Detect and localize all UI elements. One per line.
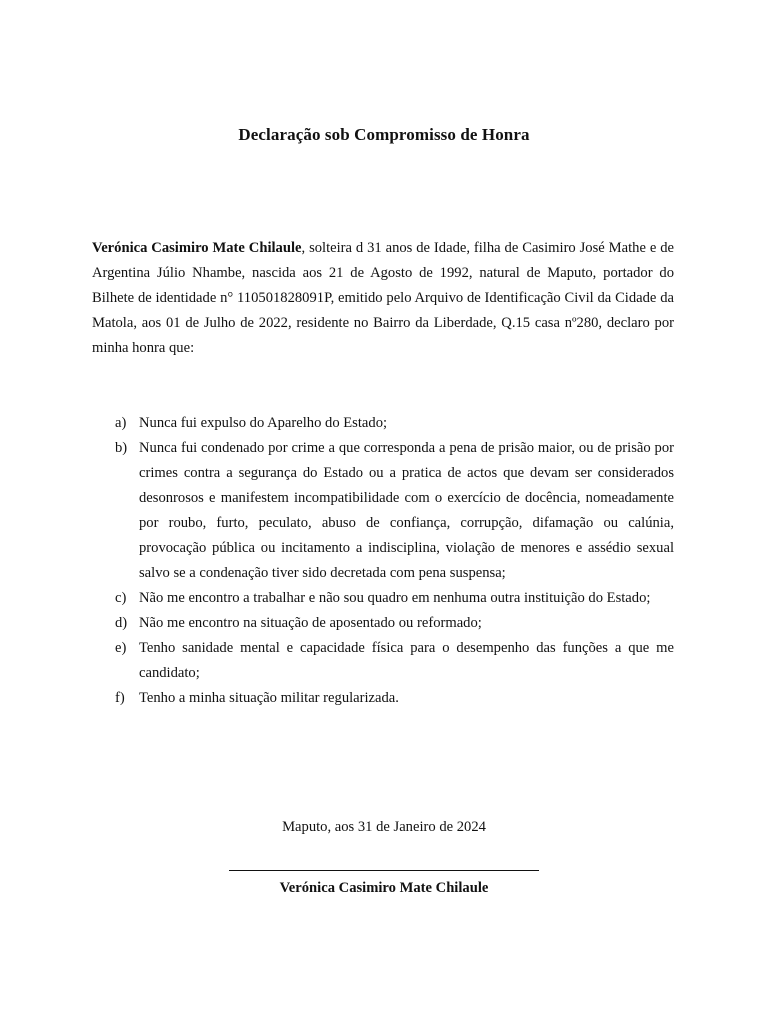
clause-text: Tenho sanidade mental e capacidade física para o desempenho das funções a que me candidato; — [139, 640, 674, 681]
clause-marker: b) — [115, 440, 128, 456]
clause-marker: f) — [115, 690, 125, 706]
signatory-name: Verónica Casimiro Mate Chilaule — [279, 880, 489, 896]
declaration-clauses-list — [92, 411, 674, 711]
intro-paragraph — [92, 236, 674, 361]
declarant-name: Verónica Casimiro Mate Chilaule — [92, 240, 302, 256]
clause-marker: e) — [115, 640, 127, 656]
clause-marker: a) — [115, 415, 127, 431]
clause-text: Nunca fui condenado por crime a que corresponda a pena de prisão maior, ou de prisão por crimes contra a segurança do Estado ou a pratica de actos que devam ser considerados desonrosos e manifestem incompatibilidade com o exercício de docência, nomeadamente por roubo, furto, peculato, abuso de confiança, corrupção, difamação ou calúnia, provocação pública ou incitamento a indisciplina, violação de menores e assédio sexual salvo se a condenação tiver sido decretada com pena suspensa; — [139, 440, 674, 581]
clause-b — [92, 436, 674, 586]
clause-f — [92, 686, 674, 711]
clause-e — [92, 636, 674, 686]
signature-line — [229, 870, 539, 871]
clause-text: Não me encontro a trabalhar e não sou quadro em nenhuma outra instituição do Estado; — [139, 590, 651, 606]
place-and-date: Maputo, aos 31 de Janeiro de 2024 — [282, 819, 486, 835]
clause-c — [92, 586, 674, 611]
clause-a — [92, 411, 674, 436]
clause-d — [92, 611, 674, 636]
clause-marker: d) — [115, 615, 128, 631]
clause-text: Nunca fui expulso do Aparelho do Estado; — [139, 415, 388, 431]
clause-text: Tenho a minha situação militar regularizada. — [139, 690, 399, 706]
document-title: Declaração sob Compromisso de Honra — [238, 125, 530, 144]
clause-text: Não me encontro na situação de aposentado ou reformado; — [139, 615, 482, 631]
intro-text: , solteira d 31 anos de Idade, filha de Casimiro José Mathe e de Argentina Júlio Nhambe, nascida aos 21 de Agosto de 1992, natural de Maputo, portador do Bilhete de identidade n° 110501828091P, emitido pelo Arquivo de Identificação Civil da Cidade da Matola, aos 01 de Julho de 2022, residente no Bairro da Liberdade, Q.15 casa nº280, declaro por minha honra que: — [92, 240, 674, 356]
clause-marker: c) — [115, 590, 127, 606]
